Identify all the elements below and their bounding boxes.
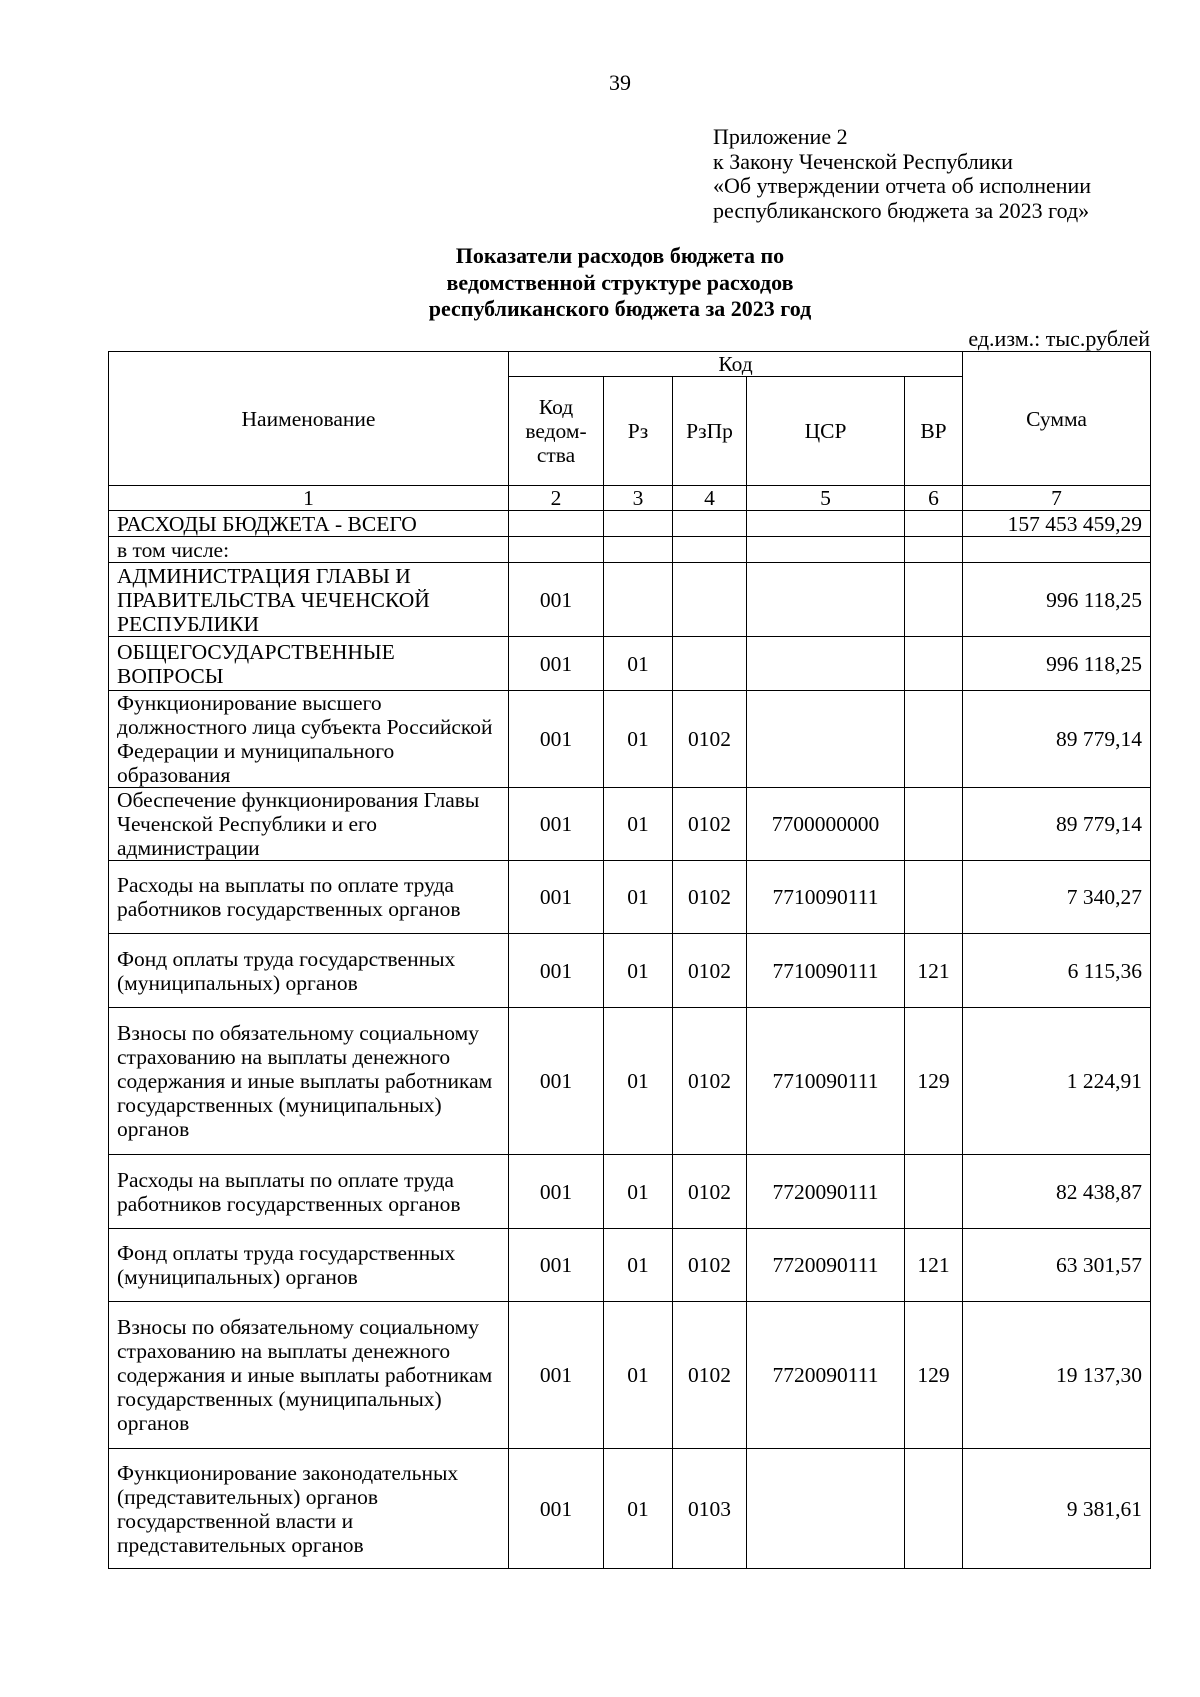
rz-code (604, 511, 673, 537)
dept-code: 001 (509, 637, 604, 691)
rz-code (604, 537, 673, 563)
csr-code (747, 563, 905, 637)
rzpr-code: 0102 (673, 788, 747, 861)
dept-code: 001 (509, 1155, 604, 1229)
rzpr-code: 0102 (673, 1155, 747, 1229)
title-line: ведомственной структуре расходов (446, 269, 794, 295)
vr-code (905, 563, 963, 637)
rzpr-code (673, 511, 747, 537)
rzpr-code (673, 563, 747, 637)
table-row (109, 861, 1151, 934)
sum-value: 7 340,27 (963, 861, 1151, 934)
sum-value: 63 301,57 (963, 1229, 1151, 1302)
table-row (109, 691, 1151, 788)
rz-code: 01 (604, 1302, 673, 1449)
column-number: 7 (963, 486, 1151, 511)
csr-code (747, 511, 905, 537)
appendix-line: республиканского бюджета за 2023 год» (713, 197, 1090, 223)
rzpr-code: 0102 (673, 1302, 747, 1449)
appendix-line: Приложение 2 (713, 124, 848, 149)
row-name: Функционирование законодательных (представительных) органов государственной власти и представительных органов (109, 1449, 509, 1569)
table-row (109, 1449, 1151, 1569)
rz-code: 01 (604, 1155, 673, 1229)
row-name: АДМИНИСТРАЦИЯ ГЛАВЫ И ПРАВИТЕЛЬСТВА ЧЕЧЕНСКОЙ РЕСПУБЛИКИ (109, 563, 509, 637)
dept-code: 001 (509, 691, 604, 788)
table-row (109, 1302, 1151, 1449)
rz-code: 01 (604, 1449, 673, 1569)
dept-code: 001 (509, 563, 604, 637)
csr-code: 7720090111 (747, 1155, 905, 1229)
sum-value (963, 537, 1151, 563)
vr-code: 129 (905, 1008, 963, 1155)
vr-code (905, 537, 963, 563)
header-vr: ВР (905, 377, 963, 486)
unit-label: ед.изм.: тыс.рублей (968, 326, 1150, 351)
table-row (109, 788, 1151, 861)
header-row (109, 352, 1151, 377)
column-number: 2 (509, 486, 604, 511)
sum-value: 82 438,87 (963, 1155, 1151, 1229)
csr-code (747, 637, 905, 691)
row-name: Фонд оплаты труда государственных (муниципальных) органов (109, 1229, 509, 1302)
column-number: 4 (673, 486, 747, 511)
row-name: ОБЩЕГОСУДАРСТВЕННЫЕ ВОПРОСЫ (109, 637, 509, 691)
rz-code: 01 (604, 788, 673, 861)
sum-value: 996 118,25 (963, 637, 1151, 691)
row-name: Взносы по обязательному социальному страхованию на выплаты денежного содержания и иные выплаты работникам государственных (муниципальных) органов (109, 1008, 509, 1155)
dept-code: 001 (509, 1229, 604, 1302)
dept-code: 001 (509, 1008, 604, 1155)
row-name: Расходы на выплаты по оплате труда работников государственных органов (109, 1155, 509, 1229)
row-name: Обеспечение функционирования Главы Чеченской Республики и его администрации (109, 788, 509, 861)
sum-value: 89 779,14 (963, 691, 1151, 788)
table-row (109, 1229, 1151, 1302)
table-row (109, 537, 1151, 563)
page-number: 39 (609, 70, 631, 95)
sum-value: 157 453 459,29 (963, 511, 1151, 537)
csr-code: 7720090111 (747, 1302, 905, 1449)
vr-code (905, 861, 963, 934)
csr-code (747, 537, 905, 563)
rz-code: 01 (604, 934, 673, 1008)
dept-code (509, 537, 604, 563)
document-title (360, 243, 880, 323)
csr-code: 7710090111 (747, 861, 905, 934)
header-rz: Рз (604, 377, 673, 486)
vr-code: 129 (905, 1302, 963, 1449)
rzpr-code (673, 537, 747, 563)
sum-value: 1 224,91 (963, 1008, 1151, 1155)
rz-code: 01 (604, 1229, 673, 1302)
rz-code (604, 563, 673, 637)
table-row (109, 1008, 1151, 1155)
sum-value: 89 779,14 (963, 788, 1151, 861)
row-name: РАСХОДЫ БЮДЖЕТА - ВСЕГО (109, 511, 509, 537)
csr-code: 7710090111 (747, 934, 905, 1008)
column-number: 5 (747, 486, 905, 511)
rzpr-code (673, 637, 747, 691)
rz-code: 01 (604, 691, 673, 788)
row-name: Взносы по обязательному социальному страхованию на выплаты денежного содержания и иные выплаты работникам государственных (муниципальных) органов (109, 1302, 509, 1449)
appendix-note (713, 125, 1091, 223)
table-row (109, 511, 1151, 537)
header-dept-code: Код ведом-ства (509, 377, 604, 486)
dept-code: 001 (509, 1449, 604, 1569)
row-name: Фонд оплаты труда государственных (муниципальных) органов (109, 934, 509, 1008)
rz-code: 01 (604, 637, 673, 691)
sum-value: 6 115,36 (963, 934, 1151, 1008)
dept-code (509, 511, 604, 537)
vr-code: 121 (905, 1229, 963, 1302)
column-number: 1 (109, 486, 509, 511)
rzpr-code: 0103 (673, 1449, 747, 1569)
vr-code (905, 1155, 963, 1229)
rzpr-code: 0102 (673, 691, 747, 788)
dept-code: 001 (509, 1302, 604, 1449)
vr-code: 121 (905, 934, 963, 1008)
sum-value: 9 381,61 (963, 1449, 1151, 1569)
table-row (109, 563, 1151, 637)
csr-code (747, 1449, 905, 1569)
table-row (109, 1155, 1151, 1229)
row-name: Расходы на выплаты по оплате труда работников государственных органов (109, 861, 509, 934)
rz-code: 01 (604, 1008, 673, 1155)
table-row (109, 934, 1151, 1008)
csr-code: 7700000000 (747, 788, 905, 861)
column-number: 3 (604, 486, 673, 511)
dept-code: 001 (509, 861, 604, 934)
header-csr: ЦСР (747, 377, 905, 486)
column-number: 6 (905, 486, 963, 511)
budget-table (108, 351, 1151, 1569)
header-code-group: Код (509, 352, 963, 377)
header-sum: Сумма (963, 352, 1151, 486)
row-name: Функционирование высшего должностного лица субъекта Российской Федерации и муниципального образования (109, 691, 509, 788)
dept-code: 001 (509, 788, 604, 861)
header-rzpr: РзПр (673, 377, 747, 486)
table-row (109, 637, 1151, 691)
column-number-row (109, 486, 1151, 511)
sum-value: 19 137,30 (963, 1302, 1151, 1449)
csr-code (747, 691, 905, 788)
csr-code: 7720090111 (747, 1229, 905, 1302)
sum-value: 996 118,25 (963, 563, 1151, 637)
vr-code (905, 691, 963, 788)
dept-code: 001 (509, 934, 604, 1008)
vr-code (905, 511, 963, 537)
appendix-line: «Об утверждении отчета об исполнении (713, 173, 1092, 198)
csr-code: 7710090111 (747, 1008, 905, 1155)
vr-code (905, 637, 963, 691)
rzpr-code: 0102 (673, 1008, 747, 1155)
title-line: Показатели расходов бюджета по (455, 243, 785, 268)
vr-code (905, 788, 963, 861)
appendix-line: к Закону Чеченской Республики (713, 148, 1013, 174)
vr-code (905, 1449, 963, 1569)
rzpr-code: 0102 (673, 1229, 747, 1302)
header-name: Наименование (109, 352, 509, 486)
row-name: в том числе: (109, 537, 509, 563)
rz-code: 01 (604, 861, 673, 934)
title-line: республиканского бюджета за 2023 год (428, 296, 812, 321)
rzpr-code: 0102 (673, 934, 747, 1008)
rzpr-code: 0102 (673, 861, 747, 934)
